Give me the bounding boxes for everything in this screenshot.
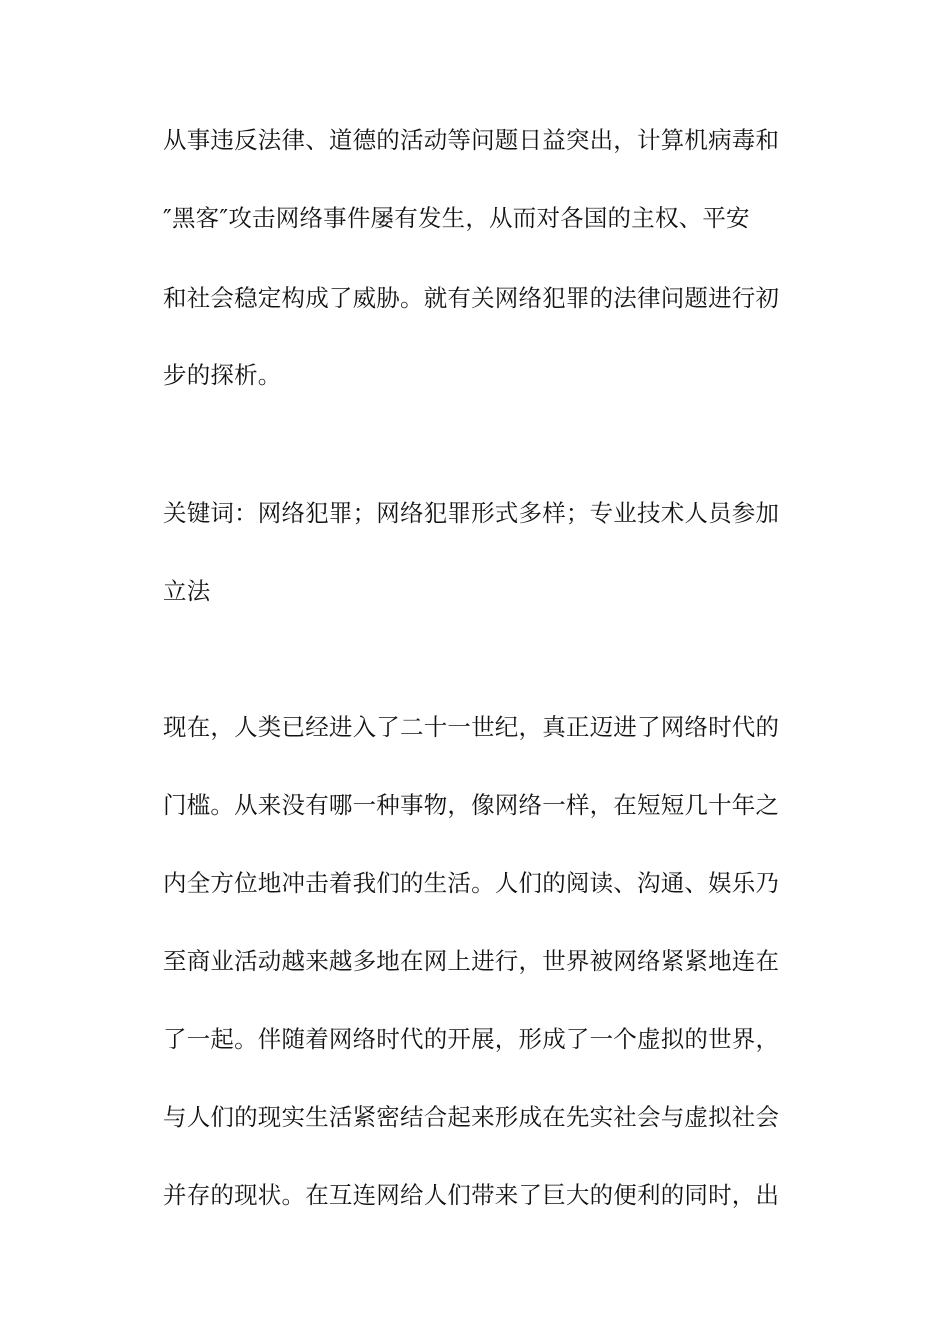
body-line-7: 并存的现状。在互连网给人们带来了巨大的便利的同时，出 (163, 1181, 780, 1209)
abstract-line-4: 步的探析。 (163, 361, 282, 389)
body-line-5: 了一起。伴随着网络时代的开展，形成了一个虚拟的世界， (163, 1025, 780, 1053)
keywords-line-2: 立法 (163, 577, 211, 605)
body-line-1: 现在，人类已经进入了二十一世纪，真正迈进了网络时代的 (163, 713, 780, 741)
abstract-line-1: 从事违反法律、道德的活动等问题日益突出，计算机病毒和 (163, 126, 780, 154)
keywords-line-1: 关键词：网络犯罪；网络犯罪形式多样；专业技术人员参加 (163, 499, 780, 527)
body-line-6: 与人们的现实生活紧密结合起来形成在先实社会与虚拟社会 (163, 1103, 780, 1131)
body-line-3: 内全方位地冲击着我们的生活。人们的阅读、沟通、娱乐乃 (163, 869, 780, 897)
body-line-4: 至商业活动越来越多地在网上进行，世界被网络紧紧地连在 (163, 947, 780, 975)
body-line-2: 门槛。从来没有哪一种事物，像网络一样，在短短几十年之 (163, 791, 780, 819)
abstract-line-2: ″黑客″攻击网络事件屡有发生，从而对各国的主权、平安 (163, 204, 750, 232)
abstract-line-3: 和社会稳定构成了威胁。就有关网络犯罪的法律问题进行初 (163, 284, 780, 312)
